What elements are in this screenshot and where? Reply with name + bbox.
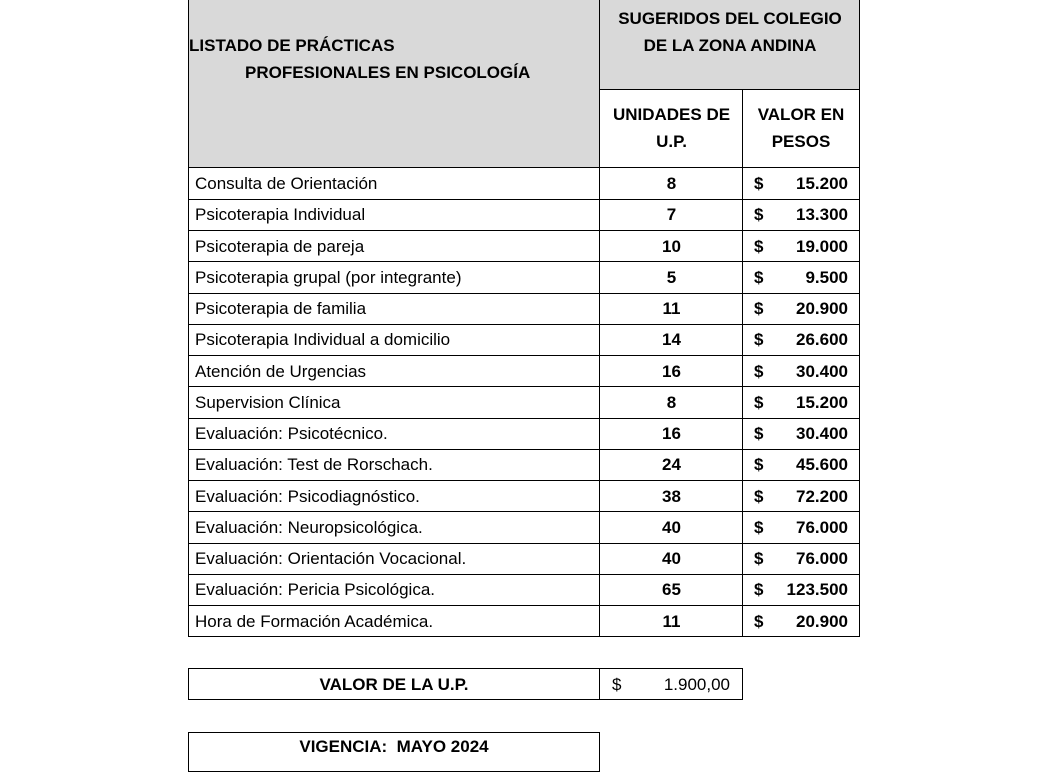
up-value-amount: 1.900,00 — [663, 675, 730, 694]
row-value: 30.400 — [796, 361, 848, 381]
row-currency-symbol: $ — [754, 549, 764, 568]
row-practice-name: Evaluación: Neuropsicológica. — [195, 517, 423, 537]
row-value: 20.900 — [796, 299, 848, 318]
group-header-line2: DE LA ZONA ANDINA — [643, 36, 817, 55]
row-units: 38 — [662, 486, 681, 506]
row-practice-name: Psicoterapia grupal (por integrante) — [195, 267, 462, 287]
row-practice-name: Hora de Formación Académica. — [195, 611, 434, 631]
table-border-left — [188, 0, 189, 637]
row-practice-name: Psicoterapia Individual a domicilio — [195, 330, 451, 350]
row-value: 45.600 — [796, 455, 848, 475]
row-currency-symbol: $ — [754, 236, 764, 256]
row-currency-symbol: $ — [754, 455, 764, 475]
row-practice-name: Evaluación: Orientación Vocacional. — [195, 549, 467, 568]
row-units: 7 — [666, 205, 677, 225]
row-units: 40 — [662, 549, 681, 568]
vigencia-label: VIGENCIA: MAYO 2024 — [299, 737, 489, 756]
table-title-line1: LISTADO DE PRÁCTICAS — [189, 36, 395, 55]
row-practice-name: Evaluación: Psicotécnico. — [195, 424, 388, 443]
row-currency-symbol: $ — [754, 517, 764, 537]
row-practice-name: Consulta de Orientación — [195, 174, 378, 193]
row-value: 13.300 — [796, 205, 848, 225]
up-value-label: VALOR DE LA U.P. — [319, 675, 469, 694]
row-units: 16 — [662, 361, 681, 381]
row-currency-symbol: $ — [754, 424, 764, 443]
row-units: 14 — [662, 330, 681, 350]
row-value: 76.000 — [796, 549, 848, 568]
row-value: 15.200 — [796, 392, 848, 412]
row-units: 65 — [662, 580, 681, 600]
units-header-line2: U.P. — [656, 132, 687, 151]
row-currency-symbol: $ — [754, 486, 764, 506]
row-currency-symbol: $ — [754, 174, 764, 193]
row-value: 20.900 — [796, 611, 848, 631]
row-practice-name: Evaluación: Test de Rorschach. — [195, 455, 433, 475]
row-currency-symbol: $ — [754, 299, 764, 318]
table-border-right — [859, 0, 860, 637]
row-units: 10 — [662, 236, 681, 256]
row-value: 9.500 — [805, 267, 848, 287]
table-border-mid2 — [742, 89, 743, 637]
row-practice-name: Psicoterapia de familia — [195, 299, 367, 318]
row-value: 19.000 — [796, 236, 848, 256]
row-currency-symbol: $ — [754, 611, 764, 631]
row-value: 123.500 — [786, 580, 848, 600]
row-practice-name: Evaluación: Psicodiagnóstico. — [195, 486, 420, 506]
row-units: 11 — [662, 299, 681, 318]
row-currency-symbol: $ — [754, 330, 764, 350]
row-practice-name: Psicoterapia Individual — [195, 205, 366, 225]
row-units: 5 — [666, 267, 677, 287]
row-practice-name: Evaluación: Pericia Psicológica. — [195, 580, 436, 600]
row-value: 72.200 — [796, 486, 848, 506]
header-split-line — [599, 89, 860, 90]
row-currency-symbol: $ — [754, 392, 764, 412]
row-practice-name: Psicoterapia de pareja — [195, 236, 365, 256]
row-value: 30.400 — [796, 424, 848, 443]
row-units: 8 — [666, 174, 677, 193]
row-units: 16 — [662, 424, 681, 443]
up-value-currency: $ — [612, 675, 622, 694]
row-practice-name: Atención de Urgencias — [195, 361, 367, 381]
table-title-line2: PROFESIONALES EN PSICOLOGÍA — [245, 63, 531, 82]
row-value: 76.000 — [796, 517, 848, 537]
row-units: 40 — [662, 517, 681, 537]
up-value-divider — [599, 668, 600, 700]
row-value: 15.200 — [796, 174, 848, 193]
units-header-line1: UNIDADES DE — [612, 105, 731, 124]
row-units: 8 — [666, 392, 677, 412]
row-units: 24 — [662, 455, 681, 475]
row-practice-name: Supervision Clínica — [195, 392, 341, 412]
row-currency-symbol: $ — [754, 267, 764, 287]
row-currency-symbol: $ — [754, 205, 764, 225]
group-header-line1: SUGERIDOS DEL COLEGIO — [618, 9, 842, 28]
row-currency-symbol: $ — [754, 361, 764, 381]
value-header-line1: VALOR EN — [757, 105, 845, 124]
row-currency-symbol: $ — [754, 580, 764, 600]
table-border-mid1 — [599, 0, 600, 637]
row-units: 11 — [662, 611, 681, 631]
row-value: 26.600 — [796, 330, 848, 350]
value-header-line2: PESOS — [771, 132, 831, 151]
row-divider — [188, 636, 860, 637]
